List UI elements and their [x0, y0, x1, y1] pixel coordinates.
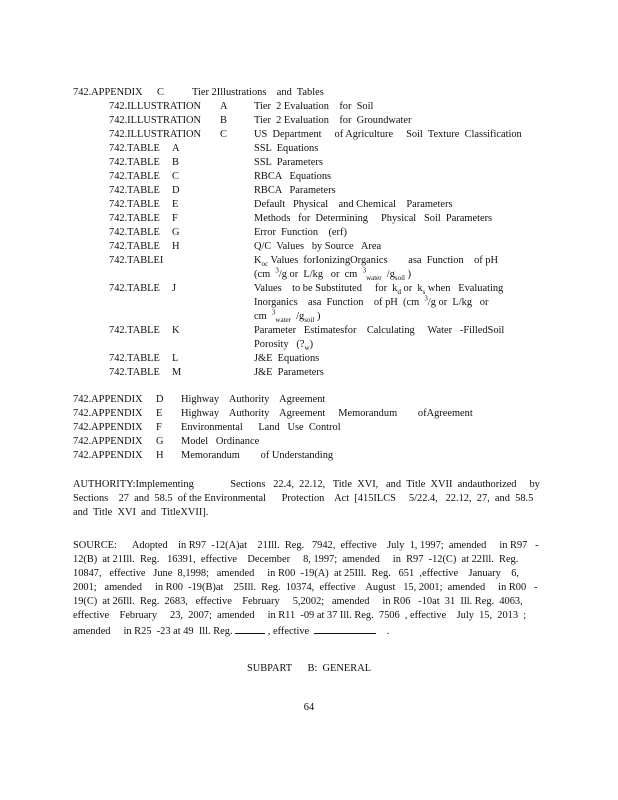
source-line: effective February 23, 2007; amended in R11 -09 at 37 Ill. Reg. 7506 , effective July 15, 2013 ; — [73, 610, 527, 621]
toc-letter: C — [220, 129, 227, 140]
toc-text-cont — [254, 268, 411, 282]
toc-letter: G — [156, 436, 164, 447]
authority-paragraph — [73, 478, 540, 520]
toc-letter: C — [172, 171, 179, 182]
toc-ref: 742.APPENDIX — [73, 408, 143, 419]
toc-ref: 742.ILLUSTRATION — [109, 129, 202, 140]
toc-ref: 742.TABLE — [109, 283, 160, 294]
toc-letter: A — [172, 143, 180, 154]
toc-ref: 742.APPENDIX — [73, 436, 143, 447]
k-sub: oc — [261, 260, 269, 269]
toc-letter: E — [156, 408, 163, 419]
t: ) — [405, 269, 412, 280]
t: Values to be Substituted for k — [254, 283, 398, 294]
toc-letter: M — [172, 367, 182, 378]
toc-letter: B — [220, 115, 227, 126]
page-number: 64 — [303, 702, 315, 713]
effective-date-blank — [314, 623, 376, 634]
toc-letter: H — [172, 241, 180, 252]
t: /g — [290, 311, 305, 322]
toc-text: J&E Parameters — [254, 367, 324, 378]
toc-ref: 742.ILLUSTRATION — [109, 115, 202, 126]
toc-letter: D — [172, 185, 180, 196]
toc-ref: 742.TABLE — [109, 157, 160, 168]
toc-text: SSL Parameters — [254, 157, 323, 168]
t: soil — [304, 316, 315, 325]
toc-ref: 742.APPENDIX — [73, 450, 143, 461]
source-line: 10847, effective June 8,1998; amended in R00 -19(A) at 25Ill. Reg. 651 ,effective January 6, — [73, 568, 520, 579]
authority-line: AUTHORITY:Implementing Sections 22.4, 22.12, Title XVI, and Title XVII andauthorized by — [73, 479, 540, 490]
toc-ref: 742.TABLE — [109, 199, 160, 210]
appendix-ref: 742.APPENDIX — [73, 87, 143, 98]
toc-ref: 742.TABLE — [109, 185, 160, 196]
toc-text-cont — [254, 310, 320, 324]
toc-text: Tier 2 Evaluation for Soil — [254, 101, 374, 112]
t: w — [304, 344, 310, 353]
toc-text: Environmental Land Use Control — [181, 422, 341, 433]
toc-text — [254, 282, 503, 296]
source-line: 12(B) at 21Ill. Reg. 16391, effective December 8, 1997; amended in R97 -12(C) at 22Ill. Reg. — [73, 554, 519, 565]
toc-text-rest: Values forIonizingOrganics asa Function of pH — [268, 255, 499, 266]
toc-ref: 742.TABLE — [109, 353, 160, 364]
toc-ref: 742.TABLE — [109, 241, 160, 252]
appendix-letter: C — [157, 87, 164, 98]
toc-text: US Department of Agriculture Soil Texture Classification — [254, 129, 522, 140]
toc-text: Error Function (erf) — [254, 227, 347, 238]
t: ) — [314, 311, 321, 322]
toc-letter: K — [172, 325, 180, 336]
t: 3 — [362, 266, 367, 275]
toc-text — [254, 254, 498, 268]
source-line: 2001; amended in R00 -19(B)at 25Ill. Reg. 10374, effective August 15, 2001; amended in R00 - — [73, 582, 538, 593]
toc-letter: J — [172, 283, 177, 294]
authority-line: Sections 27 and 58.5 of the Environmental Protection Act [415ILCS 5/22.4, 22.12, 27, and 58.5 — [73, 493, 534, 504]
toc-ref: 742.TABLE — [109, 325, 160, 336]
toc-text: Highway Authority Agreement Memorandum ofAgreement — [181, 408, 473, 419]
toc-letter: H — [156, 450, 164, 461]
t: amended in R25 -23 at 49 Ill. Reg. — [73, 626, 233, 637]
t: (cm — [254, 269, 276, 280]
toc-ref: 742.TABLEI — [109, 255, 164, 266]
toc-letter: E — [172, 199, 179, 210]
toc-text: Tier 2 Evaluation for Groundwater — [254, 115, 412, 126]
toc-letter: L — [172, 353, 179, 364]
t: s — [422, 288, 426, 297]
k-symbol: K — [254, 255, 262, 266]
t: soil — [394, 274, 406, 283]
t: Inorganics asa Function of pH (cm — [254, 297, 425, 308]
toc-text: J&E Equations — [254, 353, 320, 364]
toc-letter: A — [220, 101, 228, 112]
source-line: SOURCE: Adopted in R97 -12(A)at 21Ill. Reg. 7942, effective July 1, 1997; amended in R97 - — [73, 540, 539, 551]
source-line-last — [73, 623, 533, 639]
toc-text: RBCA Equations — [254, 171, 332, 182]
t: ) — [309, 339, 314, 350]
toc-letter: G — [172, 227, 180, 238]
toc-text: Memorandum of Understanding — [181, 450, 334, 461]
toc-ref: 742.TABLE — [109, 367, 160, 378]
toc-letter: F — [156, 422, 162, 433]
t: d — [397, 288, 401, 297]
toc-text: Methods for Determining Physical Soil Parameters — [254, 213, 493, 224]
t: water — [275, 316, 291, 325]
t: . — [386, 626, 390, 637]
t: cm — [254, 311, 272, 322]
t: 3 — [271, 308, 276, 317]
toc-letter: B — [172, 157, 179, 168]
appendix-title: Tier 2Illustrations and Tables — [192, 87, 324, 98]
toc-ref: 742.TABLE — [109, 143, 160, 154]
toc-text: Default Physical and Chemical Parameters — [254, 199, 453, 210]
toc-text: Model Ordinance — [181, 436, 260, 447]
toc-ref: 742.TABLE — [109, 213, 160, 224]
authority-line: and Title XVI and TitleXVII]. — [73, 507, 209, 518]
toc-ref: 742.APPENDIX — [73, 394, 143, 405]
subpart-heading: SUBPART B: GENERAL — [246, 663, 372, 674]
toc-text: SSL Equations — [254, 143, 319, 154]
toc-text-cont — [254, 338, 313, 352]
toc-ref: 742.APPENDIX — [73, 422, 143, 433]
toc-text-cont — [254, 296, 488, 310]
t: 3 — [275, 266, 279, 275]
toc-ref: 742.TABLE — [109, 227, 160, 238]
t: /g or L/kg or cm — [278, 269, 363, 280]
toc-text: RBCA Parameters — [254, 185, 336, 196]
t: /g or L/kg or — [427, 297, 489, 308]
toc-text: Q/C Values by Source Area — [254, 241, 382, 252]
toc-ref: 742.ILLUSTRATION — [109, 101, 202, 112]
toc-text: Highway Authority Agreement — [181, 394, 326, 405]
t: water — [366, 274, 382, 283]
t: , effective — [265, 626, 310, 637]
toc-ref: 742.TABLE — [109, 171, 160, 182]
t: or k — [400, 283, 423, 294]
toc-letter: D — [156, 394, 164, 405]
reg-page-blank — [235, 623, 265, 634]
t: Porosity (? — [254, 339, 305, 350]
t: /g — [381, 269, 395, 280]
toc-letter: F — [172, 213, 178, 224]
t: 3 — [424, 294, 428, 303]
source-paragraph — [73, 539, 539, 639]
appendix-c-heading — [73, 86, 324, 100]
t: when Evaluating — [425, 283, 504, 294]
source-line: 19(C) at 26Ill. Reg. 2683, effective February 5,2002; amended in R06 -10at 31 Ill. Reg. 4063, — [73, 596, 523, 607]
toc-text: Parameter Estimatesfor Calculating Water -FilledSoil — [254, 325, 505, 336]
